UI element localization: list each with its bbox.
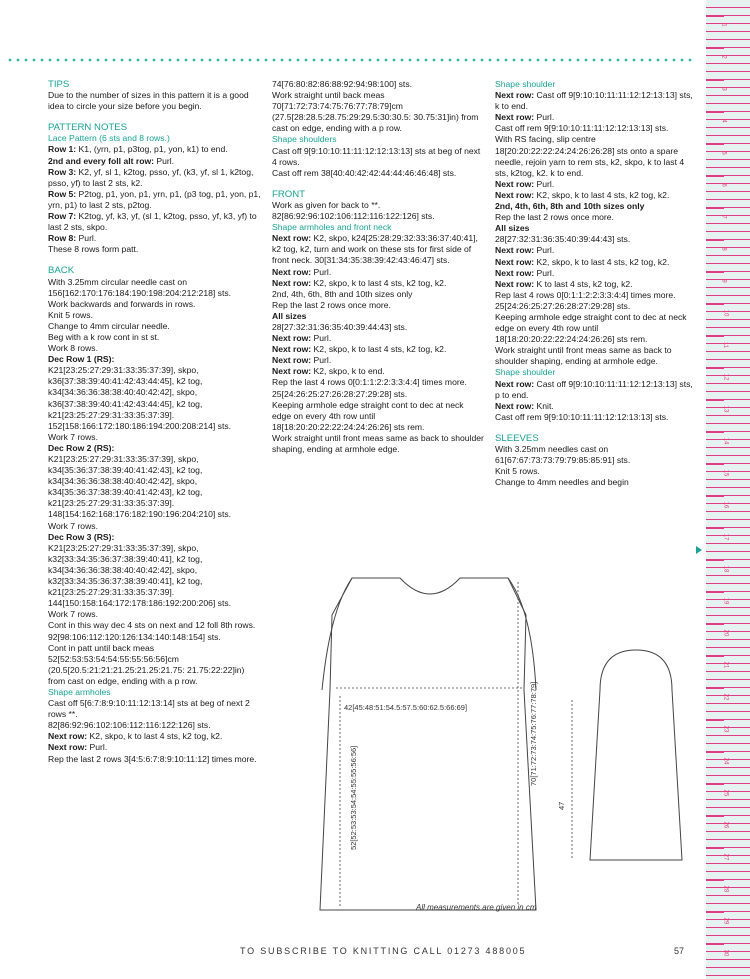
instruction-line: [48, 731, 262, 742]
text-line: Change to 4mm circular needle.: [48, 320, 170, 331]
ruler-number: 11: [722, 341, 729, 349]
text-line: These 8 rows form patt.: [48, 244, 139, 255]
ruler-tick: [706, 848, 724, 849]
subsection-heading: Shape armholes: [48, 686, 111, 697]
text-line: K21[23:25:27:29:31:33:35:37:39], skpo,: [48, 542, 199, 553]
text-line: 82[86:92:96:102:106:112:116:122:126] sts.: [272, 211, 435, 222]
section-heading: PATTERN NOTES: [48, 122, 128, 134]
row-text: K2, skpo, k to last 4 sts, k2 tog, k2.: [87, 731, 223, 742]
row-text: K2, skpo, k to last 4 sts, k2 tog, k2.: [534, 256, 670, 267]
text-line: Rep the last 2 rows 3[4:5:6:7:8:9:10:11:12] times more.: [48, 753, 257, 764]
ruler-number: 23: [722, 725, 729, 733]
instruction-line: [495, 190, 695, 201]
ruler-number: 18: [722, 565, 729, 573]
sleeve-length-label: 47: [557, 801, 566, 810]
text-line: K21[23:25:27:29:31:33:35:37:39], skpo,: [48, 454, 199, 464]
text-line: k36[37:38:39:40:41:42:43:44:45], k2 tog,: [48, 398, 203, 409]
ruler-tick: [706, 720, 724, 721]
ruler-tick: [706, 464, 724, 465]
row-label: Next row:: [495, 400, 535, 411]
ruler-number: 17: [722, 533, 729, 541]
instruction-line: [48, 211, 262, 233]
row-text: K1, (yrn, p1, p3tog, p1, yon, k1) to end.: [76, 144, 228, 155]
row-label: Next row:: [272, 344, 312, 355]
page-number: 57: [674, 946, 685, 956]
instruction-line: [272, 278, 484, 289]
ruler-number: 14: [722, 437, 729, 445]
text-line: Work straight until front meas same as back to shoulder shaping, ending at armhole edge.: [495, 345, 672, 367]
text-line: k32[33:34:35:36:37:38:39:40:41], k2 tog,: [48, 576, 203, 587]
section-heading: BACK: [48, 265, 75, 277]
instruction-line: [48, 189, 262, 211]
text-line: k21[23:25:27:29:31:33:35:37:39].: [48, 587, 175, 598]
row-text: Purl.: [87, 742, 108, 753]
instruction-line: [495, 379, 695, 401]
ruler-tick: [706, 688, 724, 689]
sleeve-outline: [590, 650, 682, 860]
row-text: K to last 4 sts, k2 tog, k2.: [534, 278, 633, 289]
row-text: Purl.: [534, 178, 555, 189]
subsection-heading: Shape shoulders: [272, 134, 337, 145]
text-line: Work straight until front meas same as back to shoulder shaping, ending at armhole edge.: [272, 432, 484, 454]
text-line: 82[86:92:96:102:106:112:116:122:126] sts.: [48, 720, 211, 731]
ruler-tick: [706, 80, 724, 81]
text-line: With 3.25mm needles cast on 61[67:67:73:73:79:79:85:85:91] sts.: [495, 444, 631, 466]
ruler-tick: [706, 208, 724, 209]
ruler-tick: [706, 944, 724, 945]
instruction-line: [272, 233, 484, 266]
row-text: Purl.: [154, 155, 175, 166]
bold-line: All sizes: [272, 310, 307, 321]
spacer: [272, 179, 484, 189]
ruler-tick: [706, 272, 724, 273]
subsection-heading: Shape shoulder: [495, 367, 556, 378]
ruler-number: 20: [722, 629, 729, 637]
ruler-tick: [706, 784, 724, 785]
row-label: Next row:: [272, 277, 312, 288]
text-line: With RS facing, slip centre 18[20:20:22:22:24:24:26:26:28] sts onto a spare needle, rejoin yarn to rem sts, k2, skpo, k to last 4 sts, k2tog, k2. k to end.: [495, 134, 685, 178]
row-label: Next row:: [495, 90, 535, 101]
text-line: 74[76:80:82:86:88:92:94:98:100] sts.: [272, 79, 413, 89]
ruler-number: 15: [722, 469, 729, 477]
text-line: Cont in patt until back meas 52[52:53:53:54:54:55:55:56:56]cm (20.5[20.5:21:21:21.25:21.25:21.75: 21.75:22:22]in) from cast on edge, ending with a p row.: [48, 642, 245, 686]
ruler-tick: [706, 368, 724, 369]
garment-diagram: [300, 570, 700, 920]
left-sleeve-line: [322, 578, 352, 690]
ruler-tick: [706, 816, 724, 817]
ruler-tick: [706, 432, 724, 433]
subsection-heading: Shape armholes and front neck: [272, 222, 392, 233]
row-label: Row 7:: [48, 211, 77, 222]
ruler-tick: [706, 400, 724, 401]
text-line: Knit 5 rows.: [48, 309, 93, 320]
row-label: Next row:: [272, 266, 312, 277]
ruler-tick: [706, 240, 724, 241]
text-line: 152[158:166:172:180:186:194:200:208:214] sts.: [48, 420, 232, 431]
text-line: k36[37:38:39:40:41:42:43:44:45], k2 tog,: [48, 376, 203, 387]
bold-line: Dec Row 3 (RS):: [48, 531, 115, 542]
ruler-tick: [706, 912, 724, 913]
section-heading: SLEEVES: [495, 432, 539, 444]
row-text: K2, skpo, k to last 4 sts, k2 tog, k2.: [534, 189, 670, 200]
text-line: Rep the last 2 rows once more.: [495, 212, 614, 223]
ruler-number: 22: [722, 693, 729, 701]
text-line: k34[35:36:37:38:39:40:41:42:43], k2 tog,: [48, 465, 203, 476]
ruler-number: 13: [722, 405, 729, 413]
row-text: Purl.: [311, 333, 332, 344]
text-line: Cont in this way dec 4 sts on next and 12 foll 8th rows.: [48, 620, 256, 631]
bold-line: 2nd, 4th, 6th, 8th and 10th sizes only: [495, 201, 645, 212]
text-line: K21[23:25:27:29:31:33:35:37:39], skpo,: [48, 365, 199, 376]
row-text: K2, skpo, k to last 4 sts, k2 tog, k2.: [311, 344, 447, 355]
text-line: Due to the number of sizes in this pattern it is a good idea to circle your size before you begin.: [48, 90, 249, 112]
row-text: K2, skpo, k24[25:28:29:32:33:36:37:40:41], k2 tog, k2, turn and work on these sts for first side of front neck. 30[31:34:35:38:39:42:43:46:47] sts.: [272, 233, 478, 266]
text-line: With 3.25mm circular needle cast on 156[162:170:176:184:190:198:204:212:218] sts.: [48, 276, 232, 298]
text-line: 92[98:106:112:120:126:134:140:148:154] sts.: [48, 631, 221, 642]
ruler-tick: [706, 144, 724, 145]
ruler-tick: [706, 336, 724, 337]
row-label: Next row:: [272, 355, 312, 366]
row-text: Purl.: [311, 266, 332, 277]
column-3: [495, 79, 695, 488]
text-line: k34[34:36:36:38:38:40:40:42:42], skpo,: [48, 387, 198, 398]
row-label: Next row:: [495, 178, 535, 189]
text-line: k21[23:25:27:29:31:33:35:37:39].: [48, 409, 175, 420]
section-heading: FRONT: [272, 188, 306, 200]
text-line: k34[35:36:37:38:39:40:41:42:43], k2 tog,: [48, 487, 203, 498]
row-label: Next row:: [495, 189, 535, 200]
text-line: Rep the last 2 rows once more.: [272, 299, 391, 310]
text-line: Keeping armhole edge straight cont to dec at neck edge on every 4th row until 18[18:20:20:22:22:24:24:26:26] sts rem.: [272, 399, 464, 432]
row-label: Next row:: [272, 333, 312, 344]
row-text: K2, skpo, k to last 4 sts, k2 tog, k2.: [311, 277, 447, 288]
row-text: K2, yf, sl 1, k2tog, psso, yf, (k3, yf, sl 1, k2tog, psso, yf) to last 2 sts, k2.: [48, 166, 254, 188]
spacer: [48, 112, 262, 122]
ruler-tick: [706, 656, 724, 657]
row-text: P2tog, p1, yon, p1, yrn, p1, (p3 tog, p1, yon, p1, yrn, p1) to last 2 sts, p2tog.: [48, 188, 261, 210]
row-text: Knit.: [534, 400, 554, 411]
text-line: Cast off rem 38[40:40:42:42:44:44:46:46:48] sts.: [272, 167, 457, 178]
text-line: Cast off 5[6:7:8:9:10:11:12:13:14] sts at beg of next 2 rows **.: [48, 698, 250, 720]
instruction-line: [495, 90, 695, 112]
diagram-caption: All measurements are given in cm: [416, 903, 537, 912]
instruction-line: [48, 233, 262, 244]
instruction-line: [48, 742, 262, 753]
instruction-line: [495, 279, 695, 290]
text-line: 144[150:158:164:172:178:186:192:200:206] sts.: [48, 598, 232, 609]
row-text: Purl.: [534, 267, 555, 278]
footer-subscribe: TO SUBSCRIBE TO KNITTING CALL 01273 488005: [240, 946, 527, 956]
instruction-line: [272, 366, 484, 377]
text-line: 148[154:162:168:176:182:190:196:204:210] sts.: [48, 509, 232, 520]
ruler-number: 28: [722, 885, 729, 893]
ruler-number: 21: [722, 661, 729, 669]
text-line: Cast off rem 9[9:10:10:11:11:12:12:13:13] sts.: [495, 123, 669, 134]
text-line: Change to 4mm needles and begin: [495, 477, 629, 488]
measuring-tape: [706, 0, 750, 979]
row-text: Purl.: [311, 355, 332, 366]
text-line: k34[34:36:36:38:38:40:40:42:42], skpo,: [48, 476, 198, 487]
section-heading: TIPS: [48, 79, 70, 90]
instruction-line: [495, 179, 695, 190]
text-line: Rep the last 4 rows 0[0:1:1:2:2:3:3:4:4] times more. 25[24:26:25:27:26:28:27:29:28] sts.: [272, 377, 467, 399]
row-label: Next row:: [48, 731, 88, 742]
text-line: Work straight until back meas 70[71:72:73:74:75:76:77:78:79]cm (27.5[28:28.5:28.75:29:29.5:30:30.5: 30.75:31]in) from cast on edge, ending with a p row.: [272, 90, 479, 134]
text-line: Work 7 rows.: [48, 520, 98, 531]
right-sleeve-line: [508, 578, 536, 690]
ruler-number: 26: [722, 821, 729, 829]
instruction-line: [272, 267, 484, 278]
text-line: 28[27:32:31:36:35:40:39:44:43] sts.: [272, 321, 408, 332]
ruler-number: 24: [722, 757, 729, 765]
body-outline: [320, 578, 536, 910]
row-label: Row 8:: [48, 233, 77, 244]
instruction-line: [48, 144, 262, 155]
ruler-tick: [706, 496, 724, 497]
spacer: [48, 255, 262, 265]
spacer: [495, 423, 695, 433]
ruler-tick: [706, 48, 724, 49]
ruler-number: 4: [720, 119, 727, 123]
text-line: Work 7 rows.: [48, 609, 98, 620]
ruler-number: 25: [722, 789, 729, 797]
column-1: [48, 79, 262, 765]
text-line: Keeping armhole edge straight cont to dec at neck edge on every 4th row until 18[18:20:20:22:22:24:24:26:26] sts rem.: [495, 311, 687, 345]
text-line: k34[34:36:36:38:38:40:40:42:42], skpo,: [48, 564, 198, 575]
instruction-line: [495, 112, 695, 123]
body-length-label: 52[52:53:53:54:54:55:55:56:56]: [349, 745, 358, 850]
subsection-heading: Lace Pattern (6 sts and 8 rows.): [48, 133, 170, 144]
row-label: Next row:: [272, 233, 312, 244]
ruler-number: 10: [722, 309, 729, 317]
ruler-tick: [706, 624, 724, 625]
instruction-line: [272, 333, 484, 344]
text-line: Knit 5 rows.: [495, 466, 540, 477]
ruler-number: 1: [720, 23, 727, 27]
instruction-line: [48, 167, 262, 189]
ruler-tick: [706, 528, 724, 529]
subsection-heading: Shape shoulder: [495, 79, 556, 89]
ruler-number: 30: [722, 949, 729, 957]
instruction-line: [495, 257, 695, 268]
ruler-tick: [706, 16, 724, 17]
ruler-number: 16: [722, 501, 729, 509]
text-line: Cast off rem 9[9:10:10:11:11:12:12:13:13] sts.: [495, 411, 669, 422]
instruction-line: [495, 401, 695, 412]
row-text: Purl.: [534, 245, 555, 256]
width-label: 42[45:48:51:54.5:57.5:60:62.5:66:69]: [344, 703, 468, 712]
instruction-line: [495, 268, 695, 279]
row-text: Cast off 9[9:10:10:11:11:12:12:13:13] sts, p to end.: [495, 378, 693, 400]
ruler-tick: [706, 112, 724, 113]
ruler-tick: [706, 560, 724, 561]
ruler-number: 5: [720, 151, 727, 155]
row-label: Next row:: [495, 378, 535, 389]
ruler-number: 2: [720, 55, 727, 59]
ruler-number: 8: [720, 247, 727, 251]
continue-arrow-icon: [696, 546, 702, 554]
bold-line: Dec Row 1 (RS):: [48, 354, 115, 365]
ruler-tick: [706, 592, 724, 593]
ruler-number: 7: [720, 215, 727, 219]
text-line: Beg with a k row cont in st st.: [48, 331, 160, 342]
text-line: Work 7 rows.: [48, 431, 98, 442]
row-text: K2tog, yf, k3, yf, (sl 1, k2tog, psso, yf, k3, yf) to last 2 sts, skpo.: [48, 211, 257, 233]
text-line: Work 8 rows.: [48, 343, 98, 354]
text-line: Cast off 9[9:10:10:11:11:12:12:13:13] sts at beg of next 4 rows.: [272, 145, 481, 167]
instruction-line: [272, 355, 484, 366]
text-line: Work backwards and forwards in rows.: [48, 298, 196, 309]
row-label: 2nd and every foll alt row:: [48, 155, 155, 166]
row-text: Purl.: [76, 233, 97, 244]
row-label: Next row:: [495, 278, 535, 289]
text-line: 2nd, 4th, 6th, 8th and 10th sizes only: [272, 288, 413, 299]
dotted-divider: [6, 58, 696, 62]
row-text: K2, skpo, k to end.: [311, 366, 385, 377]
text-line: Rep last 4 rows 0[0:1:1:2:2:3:3:4:4] times more. 25[24:26:25:27:26:28:27:29:28] sts.: [495, 289, 676, 311]
row-label: Next row:: [495, 256, 535, 267]
row-label: Next row:: [48, 742, 88, 753]
ruler-tick: [706, 880, 724, 881]
ruler-number: 6: [720, 183, 727, 187]
row-text: Cast off 9[9:10:10:11:11:12:12:13:13] sts, k to end.: [495, 90, 693, 112]
ruler-tick: [706, 176, 724, 177]
ruler-tick: [706, 304, 724, 305]
text-line: 28[27:32:31:36:35:40:39:44:43] sts.: [495, 234, 631, 245]
column-2: [272, 79, 484, 455]
row-label: Next row:: [272, 366, 312, 377]
ruler-number: 19: [722, 597, 729, 605]
ruler-number: 12: [722, 373, 729, 381]
row-label: Row 3:: [48, 166, 77, 177]
text-line: k32[33:34:35:36:37:38:39:40:41], k2 tog,: [48, 553, 203, 564]
row-text: Purl.: [534, 112, 555, 123]
row-label: Next row:: [495, 245, 535, 256]
ruler-tick: [706, 752, 724, 753]
ruler-number: 9: [720, 279, 727, 283]
total-length-label: 70[71:72:73:74:75:76:77:78:79]: [529, 681, 538, 786]
bold-line: All sizes: [495, 223, 530, 234]
bold-line: Dec Row 2 (RS):: [48, 442, 115, 453]
row-label: Row 5:: [48, 188, 77, 199]
ruler-number: 3: [720, 87, 727, 91]
row-label: Next row:: [495, 112, 535, 123]
instruction-line: [48, 156, 262, 167]
ruler-number: 27: [722, 853, 729, 861]
row-label: Row 1:: [48, 144, 77, 155]
row-label: Next row:: [495, 267, 535, 278]
instruction-line: [495, 245, 695, 256]
instruction-line: [272, 344, 484, 355]
ruler-number: 29: [722, 917, 729, 925]
text-line: k21[23:25:27:29:31:33:35:37:39].: [48, 498, 175, 509]
text-line: Work as given for back to **.: [272, 199, 381, 210]
